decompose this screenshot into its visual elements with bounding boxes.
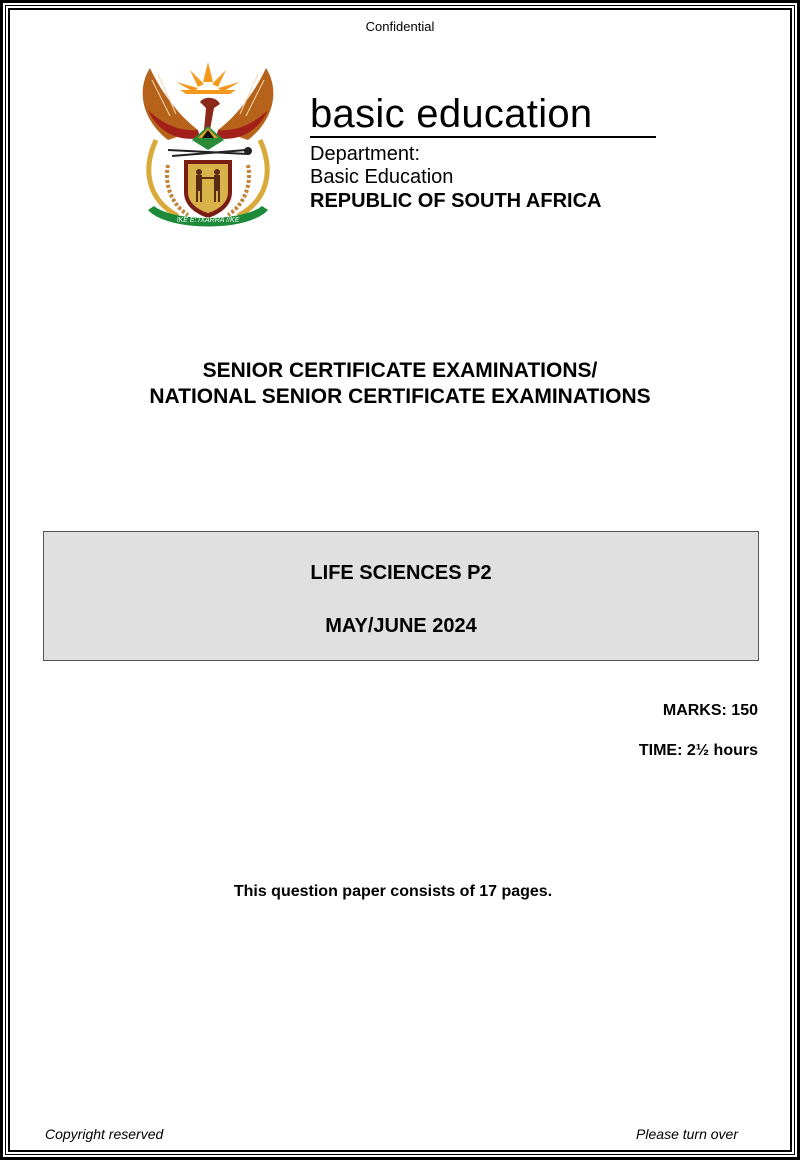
footer-turn-over: Please turn over xyxy=(636,1126,738,1142)
page-count-notice: This question paper consists of 17 pages. xyxy=(233,883,553,900)
svg-text:!KE E: /XARRA //KE: !KE E: /XARRA //KE xyxy=(176,217,240,224)
confidential-label: Confidential xyxy=(365,19,435,34)
brand-title: basic education xyxy=(310,92,593,136)
exam-title xyxy=(0,358,800,410)
subject-box xyxy=(43,531,759,661)
exam-title-line2: NATIONAL SENIOR CERTIFICATE EXAMINATIONS xyxy=(149,385,651,408)
department-label: Department: xyxy=(310,143,421,165)
department-branding xyxy=(310,90,656,213)
footer-copyright: Copyright reserved xyxy=(45,1126,164,1142)
exam-session: MAY/JUNE 2024 xyxy=(325,615,477,637)
subject-title: LIFE SCIENCES P2 xyxy=(310,562,492,584)
exam-title-line1: SENIOR CERTIFICATE EXAMINATIONS/ xyxy=(202,359,598,382)
south-africa-coat-of-arms-icon xyxy=(138,60,278,232)
country-name: REPUBLIC OF SOUTH AFRICA xyxy=(310,190,602,212)
time-allowed: TIME: 2½ hours xyxy=(638,742,758,759)
department-name: Basic Education xyxy=(310,166,454,188)
marks-total: MARKS: 150 xyxy=(662,702,758,719)
